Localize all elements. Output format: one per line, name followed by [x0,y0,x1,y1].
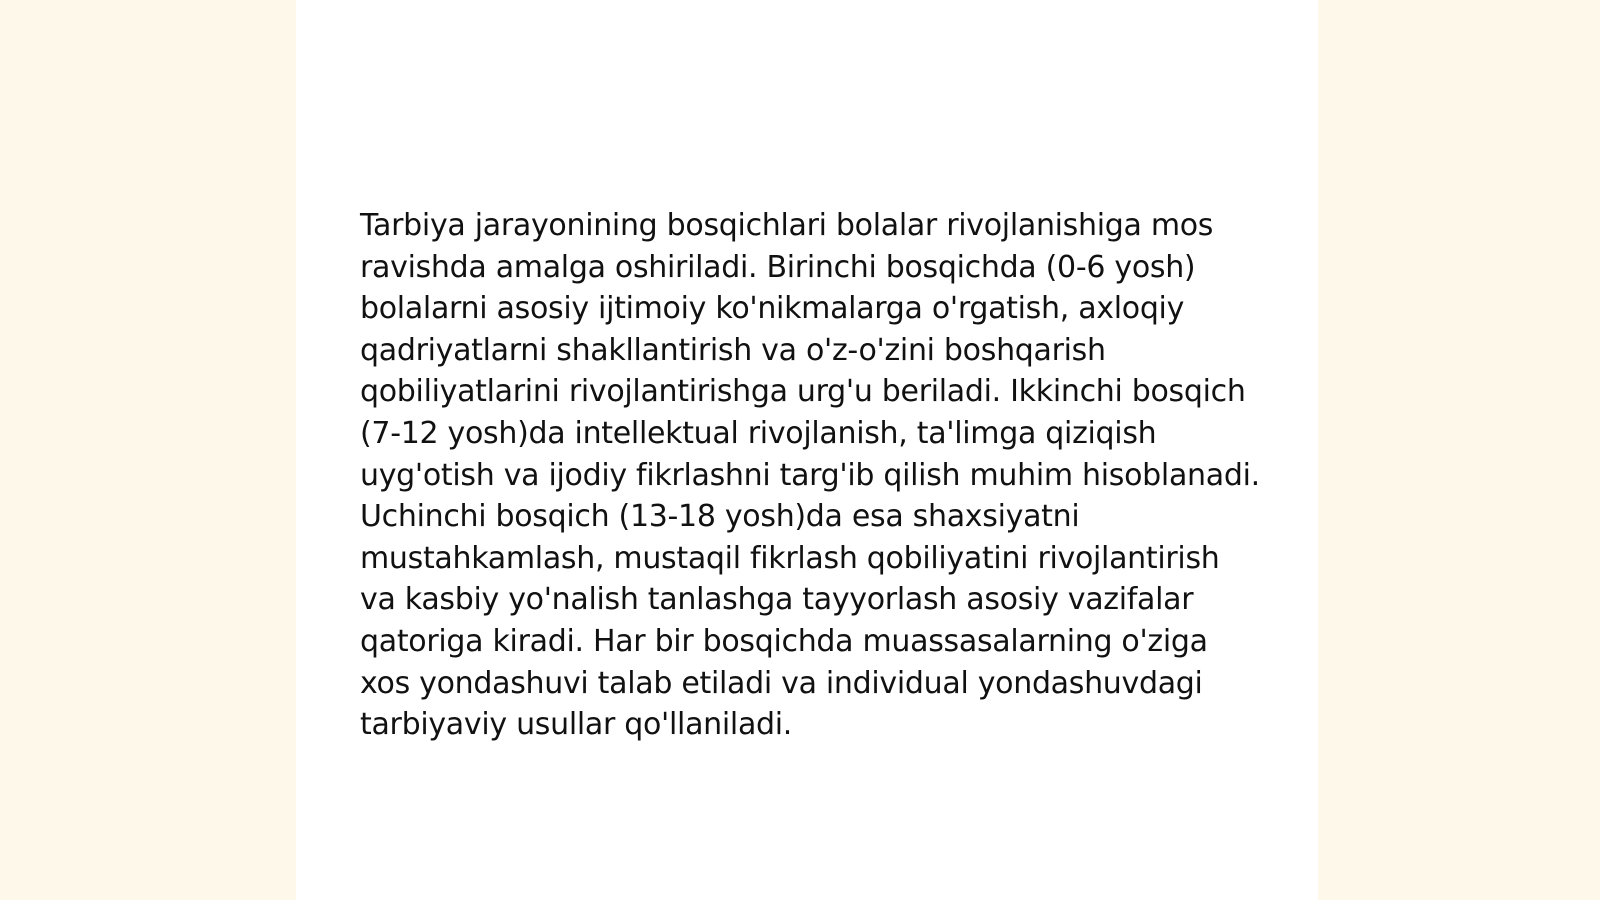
document-page [296,0,1318,900]
body-paragraph: Tarbiya jarayonining bosqichlari bolalar rivojlanishiga mos ravishda amalga oshiriladi. Birinchi bosqichda (0-6 yosh) bolalarni asosiy ijtimoiy ko'nikmalarga o'rgatish, axloqiy qadriyatlarni shakllantirish va o'z-o'zini boshqarish qobiliyatlarini rivojlantirishga urg'u beriladi. Ikkinchi bosqich (7-12 yosh)da intellektual rivojlanish, ta'limga qiziqish uyg'otish va ijodiy fikrlashni targ'ib qilish muhim hisoblanadi. Uchinchi bosqich (13-18 yosh)da esa shaxsiyatni mustahkamlash, mustaqil fikrlash qobiliyatini rivojlantirish va kasbiy yo'nalish tanlashga tayyorlash asosiy vazifalar qatoriga kiradi. Har bir bosqichda muassasalarning o'ziga xos yondashuvi talab etiladi va individual yondashuvdagi tarbiyaviy usullar qo'llaniladi. [360,208,1260,743]
